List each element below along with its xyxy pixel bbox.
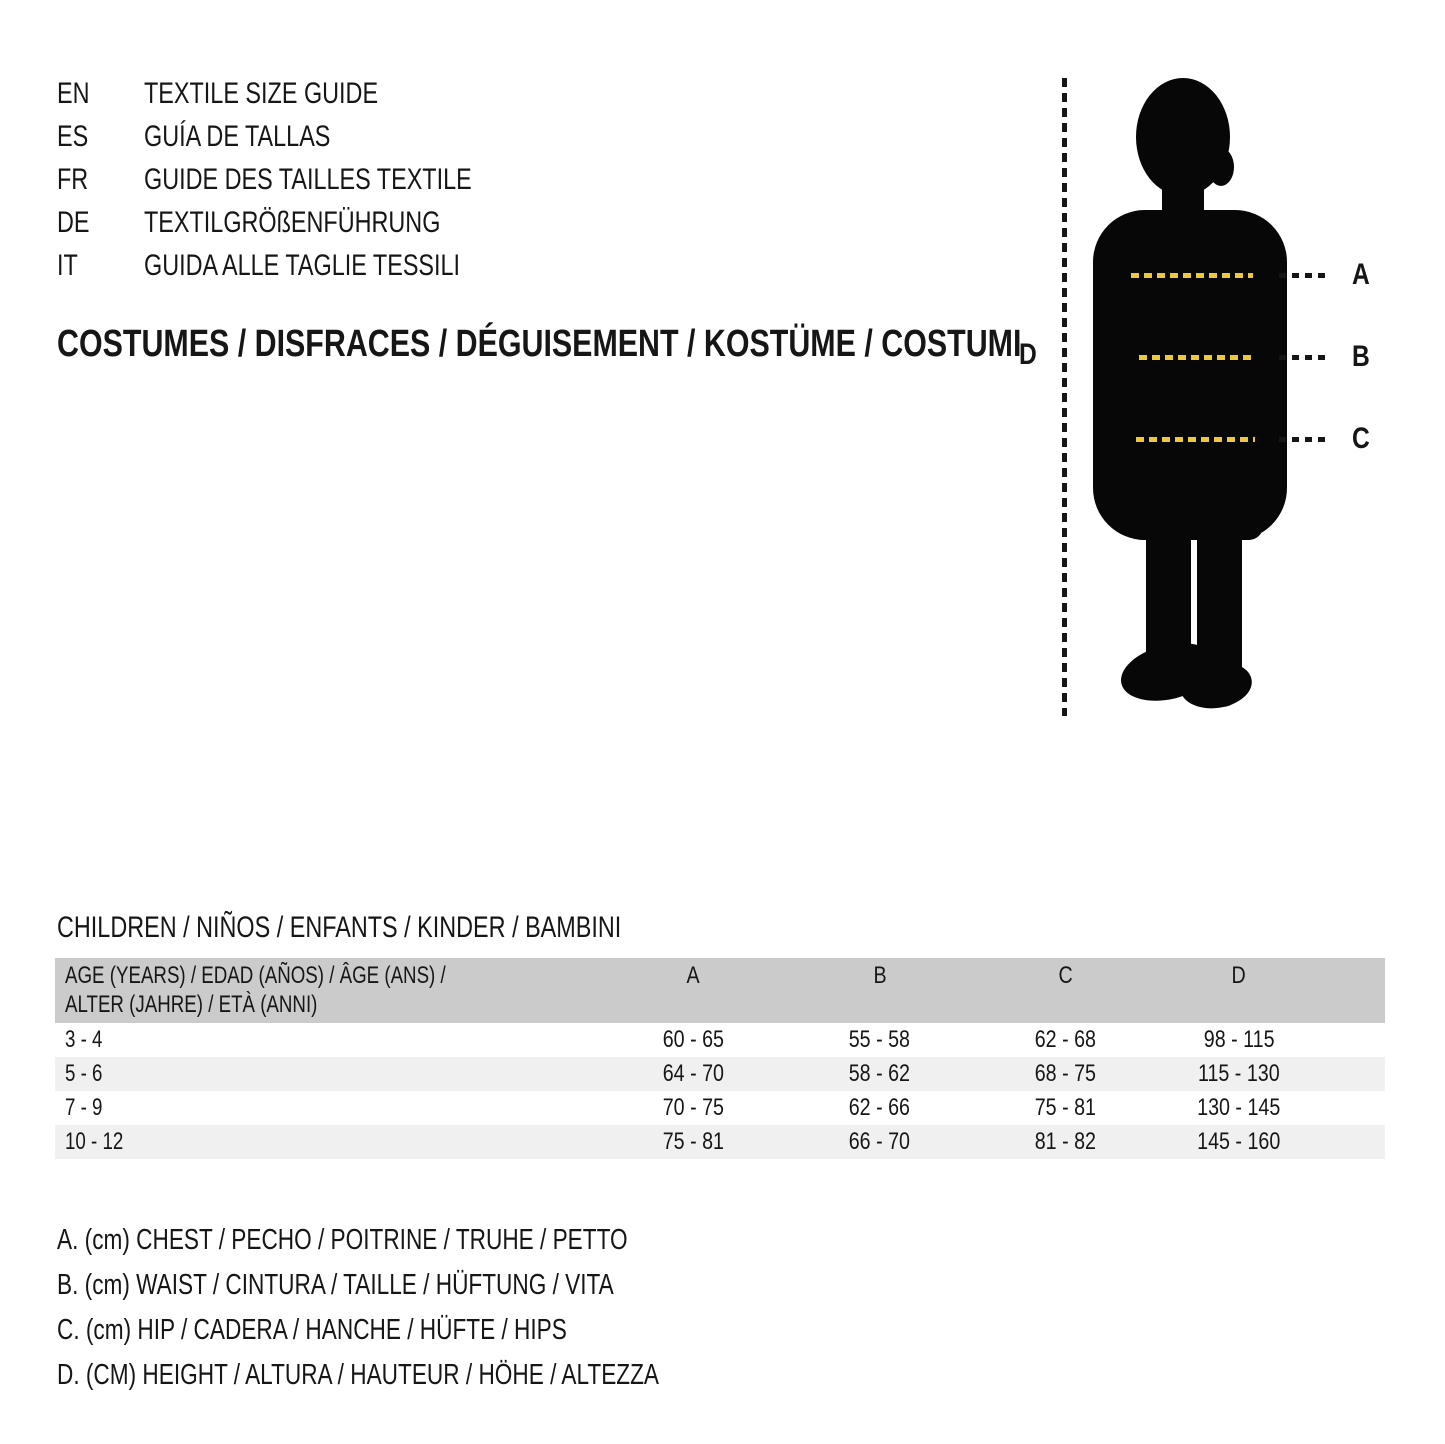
hip-measure-line-icon	[1136, 437, 1255, 442]
legend-item-waist: B. (cm) WAIST / CINTURA / TAILLE / HÜFTUNG / VITA	[57, 1269, 614, 1301]
language-row-en	[57, 72, 564, 115]
language-code: ES	[57, 120, 89, 153]
language-label: TEXTILE SIZE GUIDE	[144, 77, 379, 110]
language-label: GUIDE DES TAILLES TEXTILE	[144, 163, 472, 196]
language-code: FR	[57, 163, 89, 196]
table-row	[55, 1091, 1385, 1125]
table-row	[55, 1057, 1385, 1091]
value-cell-c: 62 - 68	[1035, 1026, 1097, 1053]
waist-measure-line-icon	[1139, 355, 1251, 360]
language-code: IT	[57, 249, 78, 282]
table-row	[55, 1023, 1385, 1057]
language-code: DE	[57, 206, 90, 239]
legend-item-height: D. (CM) HEIGHT / ALTURA / HAUTEUR / HÖHE / ALTEZZA	[57, 1359, 660, 1391]
child-silhouette-icon	[1085, 75, 1295, 720]
value-cell-a: 75 - 81	[662, 1128, 725, 1155]
column-header-b: B	[873, 962, 887, 989]
value-cell-b: 62 - 66	[848, 1094, 911, 1121]
age-cell: 3 - 4	[65, 1026, 103, 1053]
measure-label-b: B	[1352, 340, 1370, 373]
language-label: GUIDA ALLE TAGLIE TESSILI	[144, 249, 461, 282]
chest-measure-line-icon	[1131, 273, 1253, 278]
table-section-title: CHILDREN / NIÑOS / ENFANTS / KINDER / BAMBINI	[57, 911, 622, 944]
value-cell-a: 60 - 65	[662, 1026, 725, 1053]
language-label: TEXTILGRÖßENFÜHRUNG	[144, 206, 441, 239]
size-table-header-row	[55, 958, 1385, 1023]
measure-label-d: D	[1019, 338, 1037, 371]
value-cell-d: 130 - 145	[1197, 1094, 1281, 1121]
value-cell-b: 55 - 58	[848, 1026, 911, 1053]
age-cell: 10 - 12	[65, 1128, 124, 1155]
hip-leader-line-icon	[1279, 437, 1331, 442]
legend-item-chest: A. (cm) CHEST / PECHO / POITRINE / TRUHE / PETTO	[57, 1224, 628, 1256]
measure-legend	[57, 1218, 829, 1398]
language-label: GUÍA DE TALLAS	[144, 120, 331, 153]
category-title: COSTUMES / DISFRACES / DÉGUISEMENT / KOSTÜME / COSTUMI	[57, 323, 1022, 365]
size-table	[55, 958, 1385, 1159]
value-cell-b: 66 - 70	[848, 1128, 911, 1155]
language-title-list	[57, 72, 564, 287]
value-cell-c: 75 - 81	[1035, 1094, 1097, 1121]
legend-item-hip: C. (cm) HIP / CADERA / HANCHE / HÜFTE / HIPS	[57, 1314, 567, 1346]
value-cell-b: 58 - 62	[848, 1060, 911, 1087]
value-cell-c: 81 - 82	[1035, 1128, 1097, 1155]
value-cell-a: 70 - 75	[662, 1094, 725, 1121]
age-cell: 7 - 9	[65, 1094, 103, 1121]
age-cell: 5 - 6	[65, 1060, 103, 1087]
language-code: EN	[57, 77, 90, 110]
value-cell-d: 145 - 160	[1197, 1128, 1281, 1155]
value-cell-c: 68 - 75	[1035, 1060, 1097, 1087]
column-header-a: A	[686, 962, 700, 989]
column-header-d: D	[1231, 962, 1246, 989]
language-row-it	[57, 244, 564, 287]
value-cell-d: 115 - 130	[1197, 1060, 1280, 1087]
measure-label-c: C	[1352, 422, 1370, 455]
header-spacer	[1318, 958, 1385, 1023]
age-column-header: AGE (YEARS) / EDAD (AÑOS) / ÂGE (ANS) / ALTER (JAHRE) / ETÀ (ANNI)	[65, 962, 446, 1018]
language-row-fr	[57, 158, 564, 201]
height-measure-line-icon	[1062, 78, 1067, 716]
value-cell-d: 98 - 115	[1203, 1026, 1275, 1053]
waist-leader-line-icon	[1279, 355, 1331, 360]
column-header-c: C	[1058, 962, 1073, 989]
value-cell-a: 64 - 70	[662, 1060, 725, 1087]
table-row	[55, 1125, 1385, 1159]
language-row-es	[57, 115, 564, 158]
chest-leader-line-icon	[1279, 273, 1331, 278]
language-row-de	[57, 201, 564, 244]
measure-label-a: A	[1352, 258, 1370, 291]
